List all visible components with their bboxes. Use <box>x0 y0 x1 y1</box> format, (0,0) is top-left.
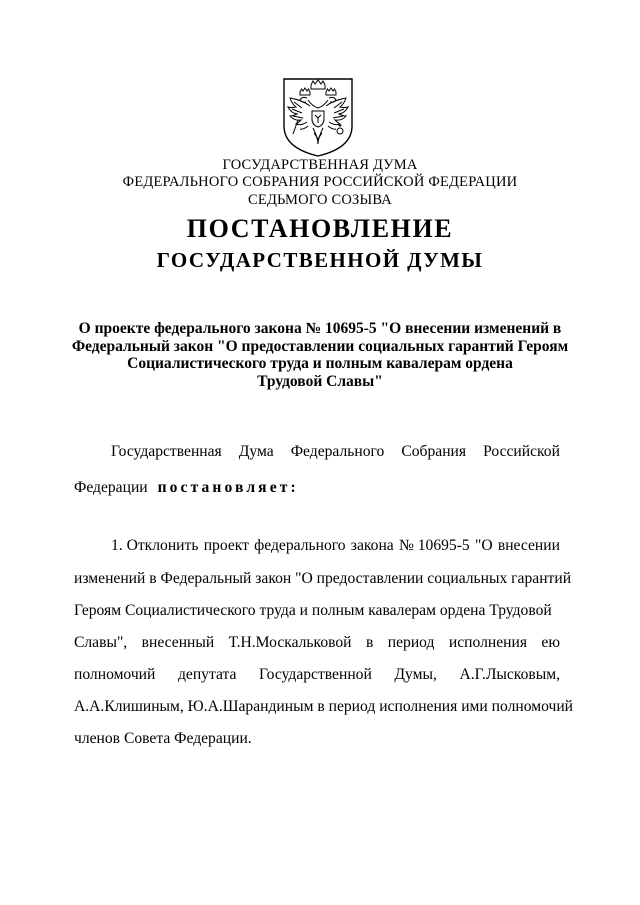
clause-word: Славы", <box>74 634 128 651</box>
subject-line: О проекте федерального закона № 10695-5 "О внесении изменений в <box>78 320 562 337</box>
clause1-line-4 <box>74 633 560 653</box>
clause-word: депутата <box>177 666 237 683</box>
org-name-line-1: ГОСУДАРСТВЕННАЯ ДУМА <box>222 157 418 173</box>
clause-word: А.Г.Лысковым, <box>459 666 560 683</box>
coat-of-arms-emblem-icon <box>280 76 356 158</box>
clause1-line-2: изменений в Федеральный закон "О предоставлении социальных гарантий <box>74 570 572 587</box>
clause-word: внесении <box>497 537 560 554</box>
subject-line: Трудовой Славы" <box>257 373 383 391</box>
clause-word: полномочий <box>74 666 156 683</box>
subject-line: Социалистического труда и полным кавалерам ордена <box>127 355 513 373</box>
preamble-word: Российской <box>483 443 560 460</box>
clause-word: закона <box>350 537 394 554</box>
clause-word: исполнения <box>448 634 527 651</box>
clause-word: ею <box>541 634 560 651</box>
clause1-line-1 <box>111 536 560 556</box>
document-subject <box>70 320 570 391</box>
preamble-word: Государственная <box>111 443 222 460</box>
clause-word: Думы, <box>394 666 437 683</box>
clause-word: Т.Н.Москальковой <box>228 634 352 651</box>
preamble-word: Федерального <box>290 443 385 460</box>
clause1-line-3: Героям Социалистического труда и полным кавалерам ордена Трудовой <box>74 602 552 619</box>
clause-word: № 10695-5 <box>398 537 470 554</box>
document-type-title: ПОСТАНОВЛЕНИЕ <box>186 214 454 243</box>
preamble-text: Федерации <box>74 479 148 496</box>
clause-word: проект <box>203 537 249 554</box>
org-name-line-2: ФЕДЕРАЛЬНОГО СОБРАНИЯ РОССИЙСКОЙ ФЕДЕРАЦИИ <box>122 174 518 190</box>
clause-word: в <box>365 634 374 651</box>
subject-line: Федеральный закон "О предоставлении социальных гарантий Героям <box>71 337 569 355</box>
convocation-line: СЕДЬМОГО СОЗЫВА <box>248 192 392 208</box>
clause1-line-6: А.А.Клишиным, Ю.А.Шарандиным в период исполнения ими полномочий <box>74 698 574 715</box>
clause-word: Государственной <box>259 666 372 683</box>
clause-word: федерального <box>254 537 346 554</box>
preamble-line-2 <box>74 478 299 498</box>
clause-word: внесенный <box>141 634 215 651</box>
document-issuer-title: ГОСУДАРСТВЕННОЙ ДУМЫ <box>156 248 484 272</box>
resolves-keyword: постановляет: <box>157 479 299 496</box>
preamble-word: Собрания <box>401 443 467 460</box>
clause-word: период <box>387 634 435 651</box>
clause-word: "О <box>474 537 493 554</box>
preamble-word: Дума <box>238 443 274 460</box>
clause1-line-7: членов Совета Федерации. <box>74 730 252 747</box>
clause1-line-5 <box>74 665 560 685</box>
preamble-line-1 <box>111 442 560 462</box>
clause-word: 1. Отклонить <box>111 537 199 554</box>
